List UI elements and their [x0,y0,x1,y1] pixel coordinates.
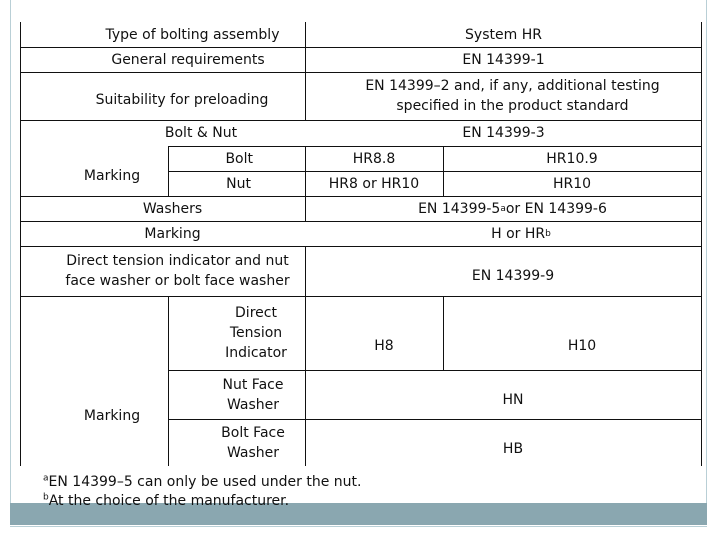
system-header: System HR [465,26,542,43]
nut-face-washer-label: Nut Face Washer [222,376,284,413]
washers-marking-label: Marking [144,225,201,242]
dti-label: Direct tension indicator and nut face washer or bolt face washer [65,253,290,289]
footnote-a-text: EN 14399–5 can only be used under the nut. [48,474,362,490]
washers-value: EN 14399-5 a or EN 14399-6 [418,200,607,217]
footnote-b-mark: b [43,492,49,503]
dti-marking-label: Marking [83,408,141,424]
bolt-label: Bolt [225,150,253,167]
washers-value-rest: or EN 14399-6 [505,200,607,217]
general-requirements-value: EN 14399-1 [462,51,545,68]
footnote-b [43,491,289,511]
bolt-nut-marking-label: Marking [83,168,141,184]
washers-marking-value: H or HR b [491,225,551,242]
footnote-a-mark: a [43,473,49,484]
slide-frame-left [10,0,11,525]
bolt-hr109: HR10.9 [546,150,598,167]
bolting-assembly-label: Type of bolting assembly [105,26,280,43]
nut-value-a: HR8 or HR10 [328,175,420,192]
preloading-value: EN 14399–2 and, if any, additional testing specified in the product standard [365,78,660,114]
washers-label: Washers [142,200,203,217]
nut-label: Nut [226,175,251,192]
bolt-nut-value: EN 14399-3 [462,125,545,141]
nut-value-b: HR10 [552,175,592,192]
dti-h10: H10 [567,338,597,354]
bolt-face-washer-label: Bolt Face Washer [221,424,285,461]
footnote-b-text: At the choice of the manufacturer. [48,493,290,509]
bolt-face-washer-value: HB [502,441,524,457]
bolt-nut-label: Bolt & Nut [164,125,238,141]
washers-value-main: EN 14399-5 [418,200,501,217]
dti-h8: H8 [374,338,394,354]
direct-tension-indicator-label: Direct Tension Indicator [225,305,287,361]
dti-value: EN 14399-9 [471,268,555,284]
washers-marking-main: H or HR [491,225,546,242]
preloading-label: Suitability for preloading [95,92,269,108]
general-requirements-label: General requirements [111,51,265,68]
bolt-hr88: HR8.8 [352,150,396,167]
footnote-a [43,472,361,492]
nut-face-washer-value: HN [502,392,524,408]
